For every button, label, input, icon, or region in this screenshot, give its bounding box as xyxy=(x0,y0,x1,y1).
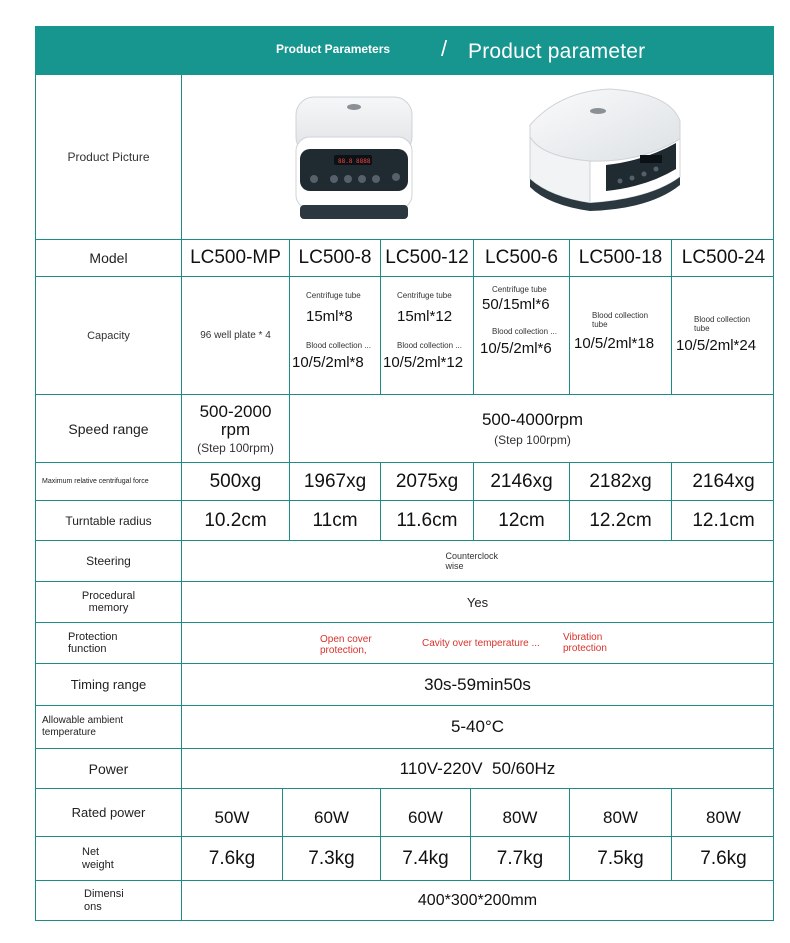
steering-value: Counterclock wise xyxy=(445,551,499,571)
label-power: Power xyxy=(36,749,182,788)
row-dimensions xyxy=(35,881,774,921)
row-memory xyxy=(35,582,774,623)
label-speed: Speed range xyxy=(36,395,182,462)
weight-cell: 7.6kg xyxy=(700,847,747,869)
speed-mp: 500-2000 rpm (Step 100rpm) xyxy=(182,395,290,462)
weight-cell: 7.7kg xyxy=(471,837,570,880)
label-timing: Timing range xyxy=(36,664,182,705)
row-power xyxy=(35,749,774,789)
rated-cell: 80W xyxy=(570,789,672,836)
radius-cell: 12cm xyxy=(474,501,570,540)
row-steering xyxy=(35,541,774,582)
protection-vibration: Vibration protection xyxy=(563,632,607,654)
label-protection: Protection function xyxy=(36,623,182,663)
row-timing xyxy=(35,664,774,706)
label-capacity: Capacity xyxy=(36,277,182,394)
power-value: 110V-220V 50/60Hz xyxy=(399,758,556,778)
radius-cell: 11cm xyxy=(290,501,381,540)
model-cell: LC500-12 xyxy=(381,240,474,276)
row-rcf xyxy=(35,463,774,501)
protection-values xyxy=(182,623,773,663)
row-rated-power xyxy=(35,789,774,837)
row-speed xyxy=(35,395,774,463)
rated-cell: 80W xyxy=(706,807,741,827)
label-steering: Steering xyxy=(36,541,182,581)
ambient-value: 5-40°C xyxy=(450,717,505,736)
radius-cell: 12.1cm xyxy=(692,509,755,531)
rcf-cell: 1967xg xyxy=(290,463,381,500)
radius-cell: 11.6cm xyxy=(381,501,474,540)
label-net-weight: Net weight xyxy=(36,837,182,880)
model-cell: LC500-MP xyxy=(182,240,290,276)
model-cell: LC500-18 xyxy=(570,240,672,276)
rated-cell: 60W xyxy=(283,789,381,836)
weight-cell: 7.6kg xyxy=(182,837,283,880)
table-header-bar xyxy=(35,26,774,75)
model-cell: LC500-24 xyxy=(681,247,766,268)
centrifuge-front-image xyxy=(292,93,416,225)
label-model: Model xyxy=(36,240,182,276)
label-memory: Procedural memory xyxy=(36,582,182,622)
capacity-c24: Blood collection tube 10/5/2ml*24 xyxy=(676,315,757,354)
product-images xyxy=(182,75,773,239)
row-product-picture xyxy=(35,75,774,240)
rated-cell: 80W xyxy=(471,789,570,836)
capacity-c12: Centrifuge tube 15ml*12 Blood collection ... 10/5/2ml*12 xyxy=(381,277,474,394)
timing-value: 30s-59min50s xyxy=(424,674,531,694)
header-title-cn: Product Parameters xyxy=(276,42,391,56)
row-model xyxy=(35,240,774,277)
protection-open-cover: Open cover protection, xyxy=(320,634,372,656)
rcf-cell: 2182xg xyxy=(570,463,672,500)
label-ambient: Allowable ambient temperature xyxy=(36,706,182,748)
radius-cell: 10.2cm xyxy=(182,501,290,540)
capacity-mp: 96 well plate * 4 xyxy=(182,277,290,394)
capacity-c18: Blood collection tube 10/5/2ml*18 xyxy=(570,277,672,394)
row-net-weight xyxy=(35,837,774,881)
rcf-cell: 2075xg xyxy=(381,463,474,500)
header-title-en: Product parameter xyxy=(468,40,646,63)
row-ambient xyxy=(35,706,774,749)
protection-over-temp: Cavity over temperature ... xyxy=(422,638,540,649)
model-cell: LC500-8 xyxy=(290,240,381,276)
capacity-c8: Centrifuge tube 15ml*8 Blood collection ... 10/5/2ml*8 xyxy=(290,277,381,394)
svg-text:88.8 8888: 88.8 8888 xyxy=(338,158,371,165)
label-product-picture: Product Picture xyxy=(36,75,182,239)
rcf-cell: 2164xg xyxy=(692,470,755,492)
label-rated-power: Rated power xyxy=(36,789,182,836)
dimensions-value: 400*300*200mm xyxy=(417,891,538,909)
row-radius xyxy=(35,501,774,541)
speed-others: 500-4000rpm (Step 100rpm) xyxy=(481,410,584,447)
memory-value: Yes xyxy=(466,594,489,610)
row-capacity xyxy=(35,277,774,395)
label-radius: Turntable radius xyxy=(36,501,182,540)
centrifuge-angle-image xyxy=(520,85,690,213)
label-rcf: Maximum relative centrifugal force xyxy=(36,463,182,500)
weight-cell: 7.3kg xyxy=(283,837,381,880)
weight-cell: 7.5kg xyxy=(570,837,672,880)
radius-cell: 12.2cm xyxy=(570,501,672,540)
weight-cell: 7.4kg xyxy=(381,837,471,880)
rcf-cell: 2146xg xyxy=(474,463,570,500)
rcf-cell: 500xg xyxy=(182,463,290,500)
label-dimensions: Dimensi ons xyxy=(36,881,182,920)
capacity-c6: Centrifuge tube 50/15ml*6 Blood collection ... 10/5/2ml*6 xyxy=(474,277,570,394)
rated-cell: 50W xyxy=(182,789,283,836)
row-protection xyxy=(35,623,774,664)
header-separator: / xyxy=(441,36,448,61)
rated-cell: 60W xyxy=(381,789,471,836)
model-cell: LC500-6 xyxy=(474,240,570,276)
